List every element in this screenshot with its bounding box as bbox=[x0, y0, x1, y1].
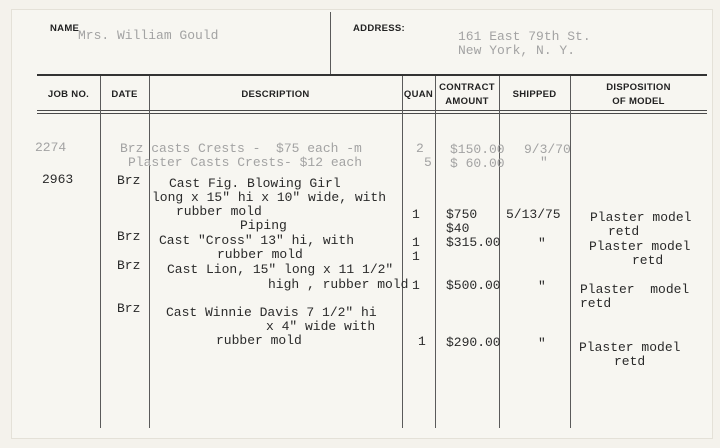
address-line-2: New York, N. Y. bbox=[458, 43, 576, 58]
description-line: Cast Lion, 15" long x 11 1/2" bbox=[167, 262, 394, 277]
contract-amount: $750 bbox=[446, 207, 478, 222]
disposition: Plaster model bbox=[580, 282, 690, 297]
name-label: NAME bbox=[50, 23, 80, 34]
column-divider bbox=[100, 76, 101, 428]
disposition: Plaster model bbox=[589, 239, 691, 254]
contract-amount: $40 bbox=[446, 221, 470, 236]
header-rule-1 bbox=[37, 110, 707, 111]
quantity: 1 bbox=[412, 207, 420, 222]
table-top-rule bbox=[37, 74, 707, 76]
index-card bbox=[12, 10, 712, 438]
contract-amount: $500.00 bbox=[446, 278, 501, 293]
column-divider bbox=[402, 76, 403, 428]
shipped-date: 5/13/75 bbox=[506, 207, 561, 222]
shipped-date: " bbox=[540, 155, 548, 170]
description-line: Cast "Cross" 13" hi, with bbox=[159, 233, 355, 248]
shipped-date: " bbox=[538, 336, 546, 351]
contract-amount: $ 60.00 bbox=[450, 156, 505, 171]
name-value: Mrs. William Gould bbox=[78, 28, 219, 43]
date-cell: Brz bbox=[117, 173, 141, 188]
description-line: rubber mold bbox=[217, 247, 303, 262]
contract-amount: $315.00 bbox=[446, 235, 501, 250]
date-cell: Brz bbox=[117, 229, 141, 244]
disposition: retd bbox=[580, 296, 612, 311]
column-divider bbox=[570, 76, 571, 428]
contract-amount: $290.00 bbox=[446, 335, 501, 350]
quantity: 1 bbox=[412, 278, 420, 293]
disposition: retd bbox=[632, 253, 664, 268]
description-line: long x 15" hi x 10" wide, with bbox=[152, 190, 387, 205]
disposition: retd bbox=[608, 224, 640, 239]
date-cell: Brz bbox=[117, 301, 141, 316]
column-header-of-model: OF MODEL bbox=[612, 96, 665, 107]
description-line: rubber mold bbox=[176, 204, 262, 219]
column-header-job-no: JOB NO. bbox=[47, 89, 90, 100]
shipped-date: 9/3/70 bbox=[524, 142, 571, 157]
description-line: Brz casts Crests - $75 each -m bbox=[120, 141, 362, 156]
description-line: x 4" wide with bbox=[266, 319, 376, 334]
description-line: rubber mold bbox=[216, 333, 302, 348]
quantity: 1 bbox=[418, 334, 426, 349]
address-line-1: 161 East 79th St. bbox=[458, 29, 591, 44]
contract-amount: $150.00 bbox=[450, 142, 505, 157]
job-number: 2274 bbox=[35, 140, 67, 155]
column-header-description: DESCRIPTION bbox=[241, 89, 310, 100]
header-rule-2 bbox=[37, 113, 707, 114]
column-header-quan: QUAN bbox=[403, 89, 434, 100]
description-line: Cast Fig. Blowing Girl bbox=[169, 176, 341, 191]
quantity: 5 bbox=[424, 155, 432, 170]
quantity: 2 bbox=[416, 141, 424, 156]
column-divider bbox=[149, 76, 150, 428]
address-label: ADDRESS: bbox=[353, 23, 406, 34]
description-line: Cast Winnie Davis 7 1/2" hi bbox=[166, 305, 377, 320]
column-divider bbox=[499, 76, 500, 428]
column-header-contract: CONTRACT bbox=[439, 82, 495, 93]
quantity: 1 bbox=[412, 249, 420, 264]
job-number: 2963 bbox=[42, 172, 74, 187]
description-line: high , rubber mold bbox=[268, 277, 409, 292]
disposition: retd bbox=[614, 354, 646, 369]
description-line: Piping bbox=[240, 218, 287, 233]
shipped-date: " bbox=[538, 236, 546, 251]
column-header-shipped: SHIPPED bbox=[512, 89, 557, 100]
header-divider bbox=[330, 12, 331, 75]
column-header-date: DATE bbox=[111, 89, 138, 100]
disposition: Plaster model bbox=[579, 340, 681, 355]
column-header-amount: AMOUNT bbox=[445, 96, 489, 107]
description-line: Plaster Casts Crests- $12 each bbox=[128, 155, 363, 170]
quantity: 1 bbox=[412, 235, 420, 250]
disposition: Plaster model bbox=[590, 210, 692, 225]
column-divider bbox=[435, 76, 436, 428]
date-cell: Brz bbox=[117, 258, 141, 273]
column-header-disposition: DISPOSITION bbox=[606, 82, 671, 93]
shipped-date: " bbox=[538, 279, 546, 294]
